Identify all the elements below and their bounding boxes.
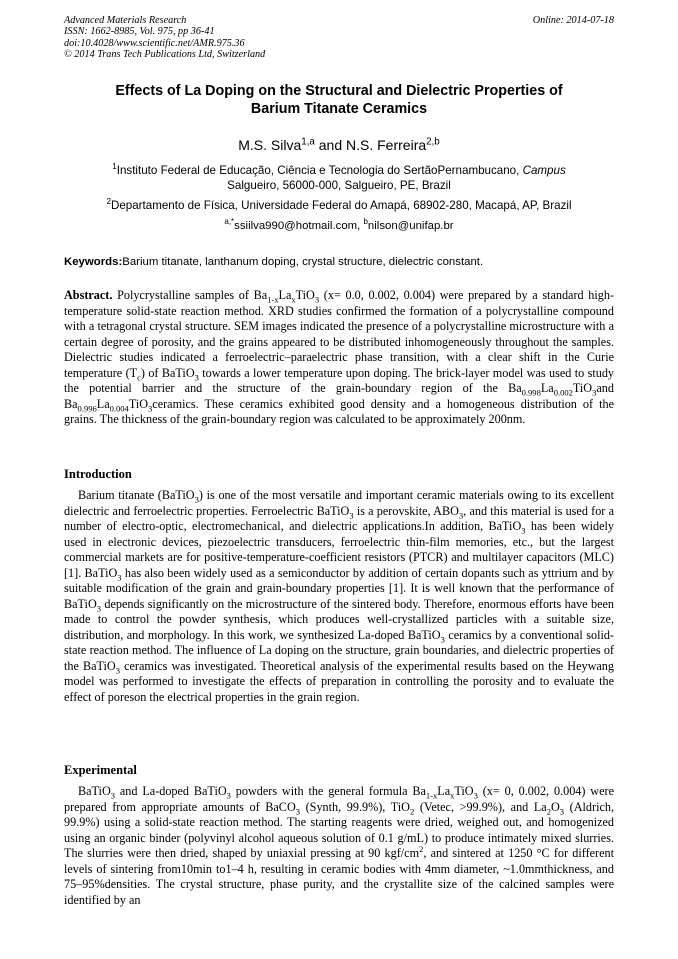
author-2-affiliation-mark: 2,b xyxy=(426,136,440,148)
affiliation-1-address: Salgueiro, 56000-000, Salgueiro, PE, Brazil xyxy=(227,179,451,193)
email-b: nilson@unifap.br xyxy=(367,220,454,232)
author-2: N.S. Ferreira xyxy=(346,137,427,153)
journal-copyright: © 2014 Trans Tech Publications Ltd, Switzerland xyxy=(64,49,266,61)
keywords-label: Keywords: xyxy=(64,256,123,268)
affiliation-1-mark: 1 xyxy=(112,162,117,172)
abstract-label: Abstract. xyxy=(64,288,113,302)
introduction-heading: Introduction xyxy=(64,467,132,481)
author-1: M.S. Silva xyxy=(238,137,302,153)
affiliation-2-mark: 2 xyxy=(106,197,111,207)
author-1-affiliation-mark: 1,a xyxy=(301,136,315,148)
online-date: Online: 2014-07-18 xyxy=(532,15,614,26)
affiliation-1 xyxy=(64,163,614,194)
title-line-1: Effects of La Doping on the Structural and Dielectric Properties of xyxy=(115,83,563,99)
email-b-mark: b xyxy=(363,217,368,227)
journal-doi: doi:10.4028/www.scientific.net/AMR.975.36 xyxy=(64,37,245,49)
paper-title xyxy=(64,82,614,118)
journal-header xyxy=(64,15,614,61)
affiliation-1-campus: Campus xyxy=(522,164,566,177)
journal-name: Advanced Materials Research xyxy=(64,15,187,26)
experimental-paragraph: BaTiO$_3$ and La-doped BaTiO$_3$ powders with the general formula $Ba_{1-x}La_xTiO_3$ (x= 0, 0.002, 0.004) were prepared from appropriate amounts of BaCO$_3$ (Synth, 99.9%), TiO$_2$ (Vetec, >99.9%), and $La_2O_3$ (Aldrich, 99.9%) using a solid-state reaction method. The starting reagents were dried, weighed out, and homogenized using an organic binder (polyvinyl alcohol aqueous solution of 0.1 g/mL) to produce intimately mixed slurries. The slurries were then dried, shaped by uniaxial pressing at 90 kgf/$cm^2$, and sintered at 1250 °C for different levels of sintering from10min to1–4 h, resulting in ceramic bodies with 4mm diameter, ~1.0mmthickness, and 75–95%densities. The crystal structure, phase purity, and the crystallite size of the calcined samples were identified by an xyxy=(64,784,614,907)
introduction-paragraph: Barium titanate (BaTiO$_3$) is one of the most versatile and important ceramic materials owing to its excellent dielectric and ferroelectric properties. Ferroelectric BaTiO$_3$ is a perovskite, $ABO_3$, and this material is used for a number of electro-optic, electromechanical, and dielectric applications.In addition, BaTiO$_3$ has been widely used in electronic devices, piezoelectric transducers, ferroelectric thin-film memories, etc., but the largest commercial markets are for positive-temperature-coefficient resistors (PTCR) and multilayer capacitors (MLC) [1]. BaTiO$_3$ has also been widely used as a semiconductor by addition of certain dopants such as yttrium and by suitable modification of the grain and grain-boundary properties [1]. It is well known that the performance of BaTiO$_3$ depends significantly on the microstructure of the sintered body. Therefore, enormous efforts have been made to control the powder synthesis, which produces well-crystallized particles with a suitable size, distribution, and morphology. In this work, we synthesized La-doped BaTiO$_3$ ceramics by a conventional solid-state reaction method. The influence of La doping on the structure, grain boundaries, and dielectric properties of the BaTiO$_3$ ceramics was investigated. Theoretical analysis of the experimental results based on the Heywang model was performed to investigate the effects of preparation in controlling the porosity and to evaluate the effect of poreson the electrical properties in the grain region. xyxy=(64,488,615,704)
author-list xyxy=(64,136,614,154)
affiliation-2-text: Departamento de Física, Universidade Federal do Amapá, 68902-280, Macapá, AP, Brazil xyxy=(110,199,572,212)
abstract-paragraph: Abstract. Polycrystalline samples of $Ba_{1-x}La_xTiO_3$ (x= 0.0, 0.002, 0.004) were prepared by a standard high-temperature solid-state reaction method. XRD studies confirmed the formation of a polycrystalline compound with a tetragonal crystal structure. SEM images indicated the presence of a polycrystalline microstructure with a certain degree of porosity, and the grains appeared to be distributed inhomogeneously throughout the samples. Dielectric studies indicated a ferroelectric–paraelectric phase transition, with a clear shift in the Curie temperature $(T_c)$ of BaTiO$_3$ towards a lower temperature upon doping. The brick-layer model was used to study the potential barrier and the structure of the grain-boundary region of the $Ba_{0.998}La_{0.002}TiO_3and$ $Ba_{0.996}La_{0.004}TiO_3ceramics$. These ceramics exhibited good density and a homogeneous distribution of the grains. The thickness of the grain-boundary region was calculated to be approximately 200nm. xyxy=(64,288,615,426)
email-a: ssiilva990@hotmail.com, xyxy=(234,220,364,232)
title-line-2: Barium Titanate Ceramics xyxy=(250,101,428,117)
email-a-mark: a,* xyxy=(224,217,235,227)
author-conjunction: and xyxy=(314,137,347,153)
author-emails xyxy=(64,219,614,234)
keywords xyxy=(64,255,614,270)
keywords-text: Barium titanate, lanthanum doping, crystal structure, dielectric constant. xyxy=(122,256,484,268)
journal-issn: ISSN: 1662-8985, Vol. 975, pp 36-41 xyxy=(64,26,215,38)
affiliation-2 xyxy=(64,198,614,213)
experimental-heading: Experimental xyxy=(64,763,137,777)
affiliation-1-text: Instituto Federal de Educação, Ciência e Tecnologia do SertãoPernambucano, xyxy=(116,164,523,177)
